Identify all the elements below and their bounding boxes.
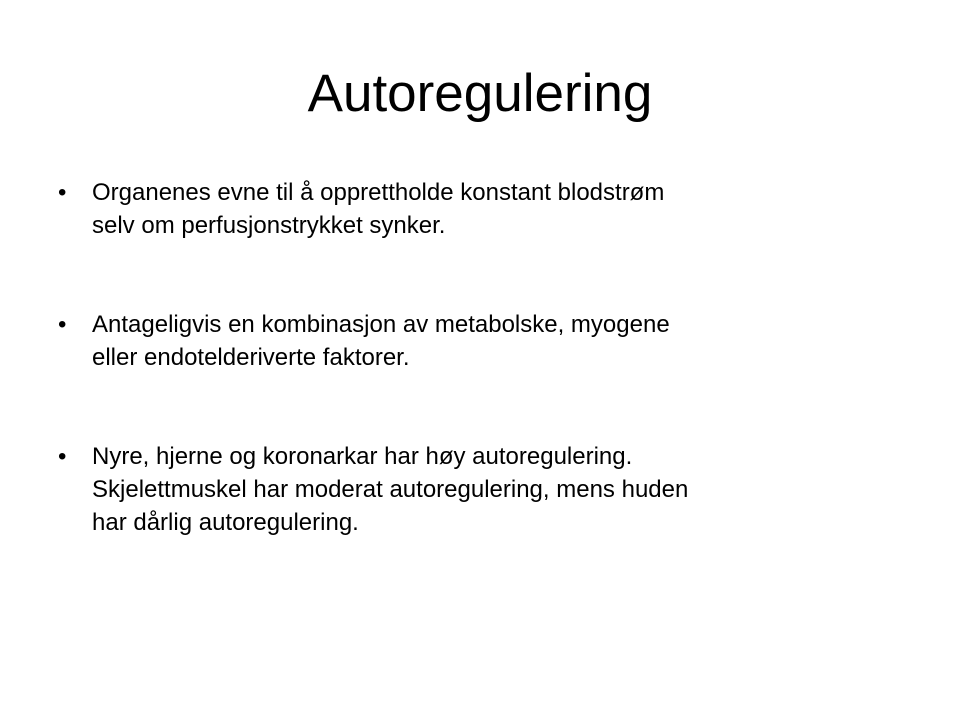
bullet-dot-icon: • bbox=[58, 311, 67, 338]
bullet-line: Skjelettmuskel har moderat autoregulering, mens huden bbox=[92, 476, 689, 503]
bullet-line: selv om perfusjonstrykket synker. bbox=[92, 212, 446, 239]
bullet-list bbox=[58, 176, 918, 605]
bullet-line: eller endotelderiverte faktorer. bbox=[92, 344, 410, 371]
bullet-item-3 bbox=[58, 440, 918, 539]
slide-title: Autoregulering bbox=[307, 64, 653, 123]
bullet-dot-icon: • bbox=[58, 179, 67, 206]
bullet-line: Organenes evne til å opprettholde konstant blodstrøm bbox=[92, 179, 665, 206]
bullet-line: Antageligvis en kombinasjon av metabolske, myogene bbox=[92, 311, 670, 338]
bullet-item-1 bbox=[58, 176, 918, 242]
bullet-dot-icon: • bbox=[58, 443, 67, 470]
bullet-item-2 bbox=[58, 308, 918, 374]
bullet-line: Nyre, hjerne og koronarkar har høy autoregulering. bbox=[92, 443, 633, 470]
bullet-line: har dårlig autoregulering. bbox=[92, 509, 359, 536]
